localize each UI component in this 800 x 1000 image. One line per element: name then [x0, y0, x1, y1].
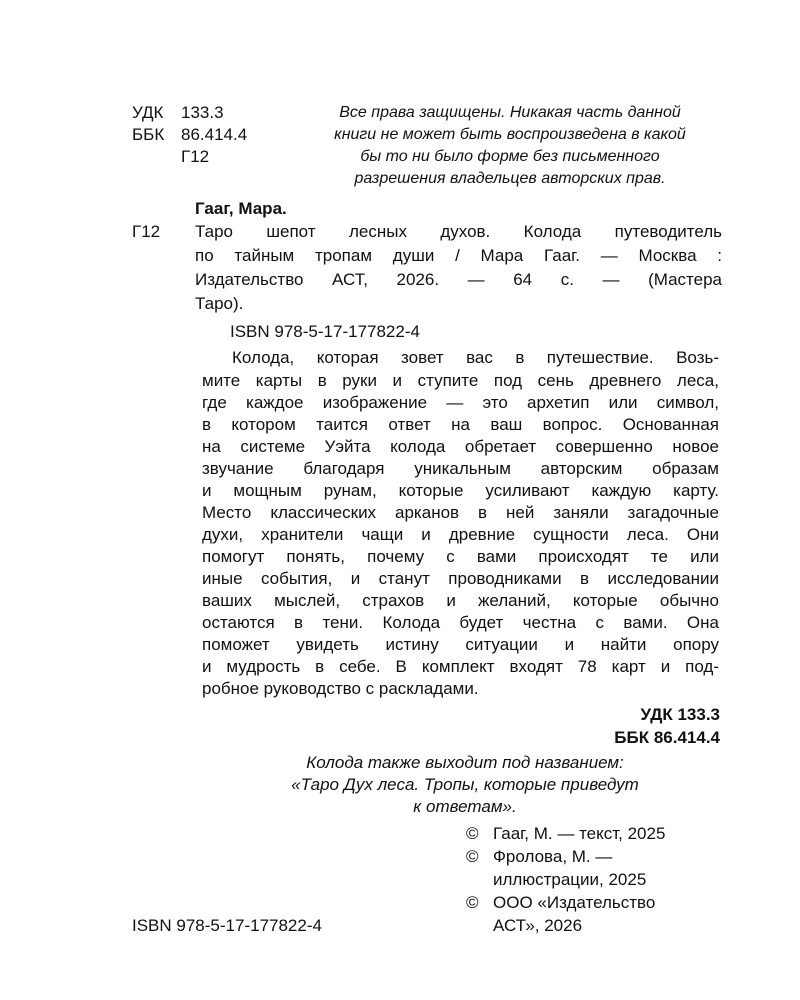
annotation-line: ваших мыслей, страхов и желаний, которые обычно: [202, 591, 719, 610]
udk-value: 133.3: [181, 103, 224, 122]
copyright-notice: [298, 102, 722, 190]
annotation-line: где каждое изображение — это архетип или символ,: [202, 393, 719, 412]
copyright-symbol: ©: [466, 847, 479, 866]
copyright-entry: АСТ», 2026: [493, 916, 583, 935]
alt-title: [255, 752, 675, 818]
alt-title-line: к ответам».: [413, 797, 517, 816]
annotation-line: помогут понять, почему с вами происходят те или: [202, 547, 719, 566]
copyright-notice-line: книги не может быть воспроизведена в какой: [334, 126, 686, 143]
copyright-symbol: ©: [466, 893, 479, 912]
annotation-line: иные события, и станут проводниками в исследовании: [202, 569, 719, 588]
isbn-line: ISBN 978-5-17-177822-4: [230, 322, 420, 341]
catalog-mark: Г12: [132, 222, 161, 241]
annotation-line: звучание благодаря уникальным авторским образам: [202, 459, 719, 478]
author-heading: Гааг, Мара.: [195, 199, 287, 218]
udk-label: УДК: [132, 103, 164, 122]
copyright-entry: Фролова, М. —: [493, 847, 613, 866]
annotation-line: и мудрость в себе. В комплект входят 78 карт и под-: [202, 657, 719, 676]
title-record-line: по тайным тропам души / Мара Гааг. — Москва :: [195, 246, 722, 265]
copyright-entry: иллюстрации, 2025: [493, 870, 647, 889]
copyright-entry: Гааг, М. — текст, 2025: [493, 824, 666, 843]
alt-title-line: «Таро Дух леса. Тропы, которые приведут: [291, 775, 639, 794]
copyright-symbol: ©: [466, 824, 479, 843]
title-record-line: Таро).: [195, 294, 244, 313]
alt-title-line: Колода также выходит под названием:: [306, 753, 624, 772]
bold-bbk: ББК 86.414.4: [614, 728, 720, 747]
annotation-line: и мощным рунам, которые усиливают каждую карту.: [202, 481, 719, 500]
annotation-line: Колода, которая зовет вас в путешествие. Возь-: [232, 348, 719, 367]
bold-udk: УДК 133.3: [640, 705, 720, 724]
title-record-line: Издательство АСТ, 2026. — 64 с. — (Мастера: [195, 270, 722, 289]
copyright-notice-line: разрешения владельцев авторских прав.: [354, 170, 666, 187]
copyright-notice-line: Все права защищены. Никакая часть данной: [339, 104, 681, 121]
annotation-line: духи, хранители чащи и древние сущности леса. Они: [202, 525, 719, 544]
annotation-line: робное руководство с раскладами.: [202, 679, 479, 698]
copyright-entry: ООО «Издательство: [493, 893, 656, 912]
copyright-notice-line: бы то ни было форме без письменного: [360, 148, 660, 165]
bbk-label: ББК: [132, 125, 165, 144]
annotation-line: мите карты в руки и ступите под сень древнего леса,: [202, 371, 719, 390]
annotation-line: Место классических арканов в ней заняли загадочные: [202, 503, 719, 522]
annotation-line: поможет увидеть истину ситуации и найти опору: [202, 635, 719, 654]
isbn-footer: ISBN 978-5-17-177822-4: [132, 916, 322, 935]
annotation-line: в котором таится ответ на ваш вопрос. Основанная: [202, 415, 719, 434]
author-mark: Г12: [181, 147, 210, 166]
bbk-value: 86.414.4: [181, 125, 248, 144]
title-record-line: Таро шепот лесных духов. Колода путеводитель: [195, 222, 722, 241]
annotation-line: остаются в тени. Колода будет честна с вами. Она: [202, 613, 719, 632]
annotation-line: на системе Уэйта колода обретает совершенно новое: [202, 437, 719, 456]
